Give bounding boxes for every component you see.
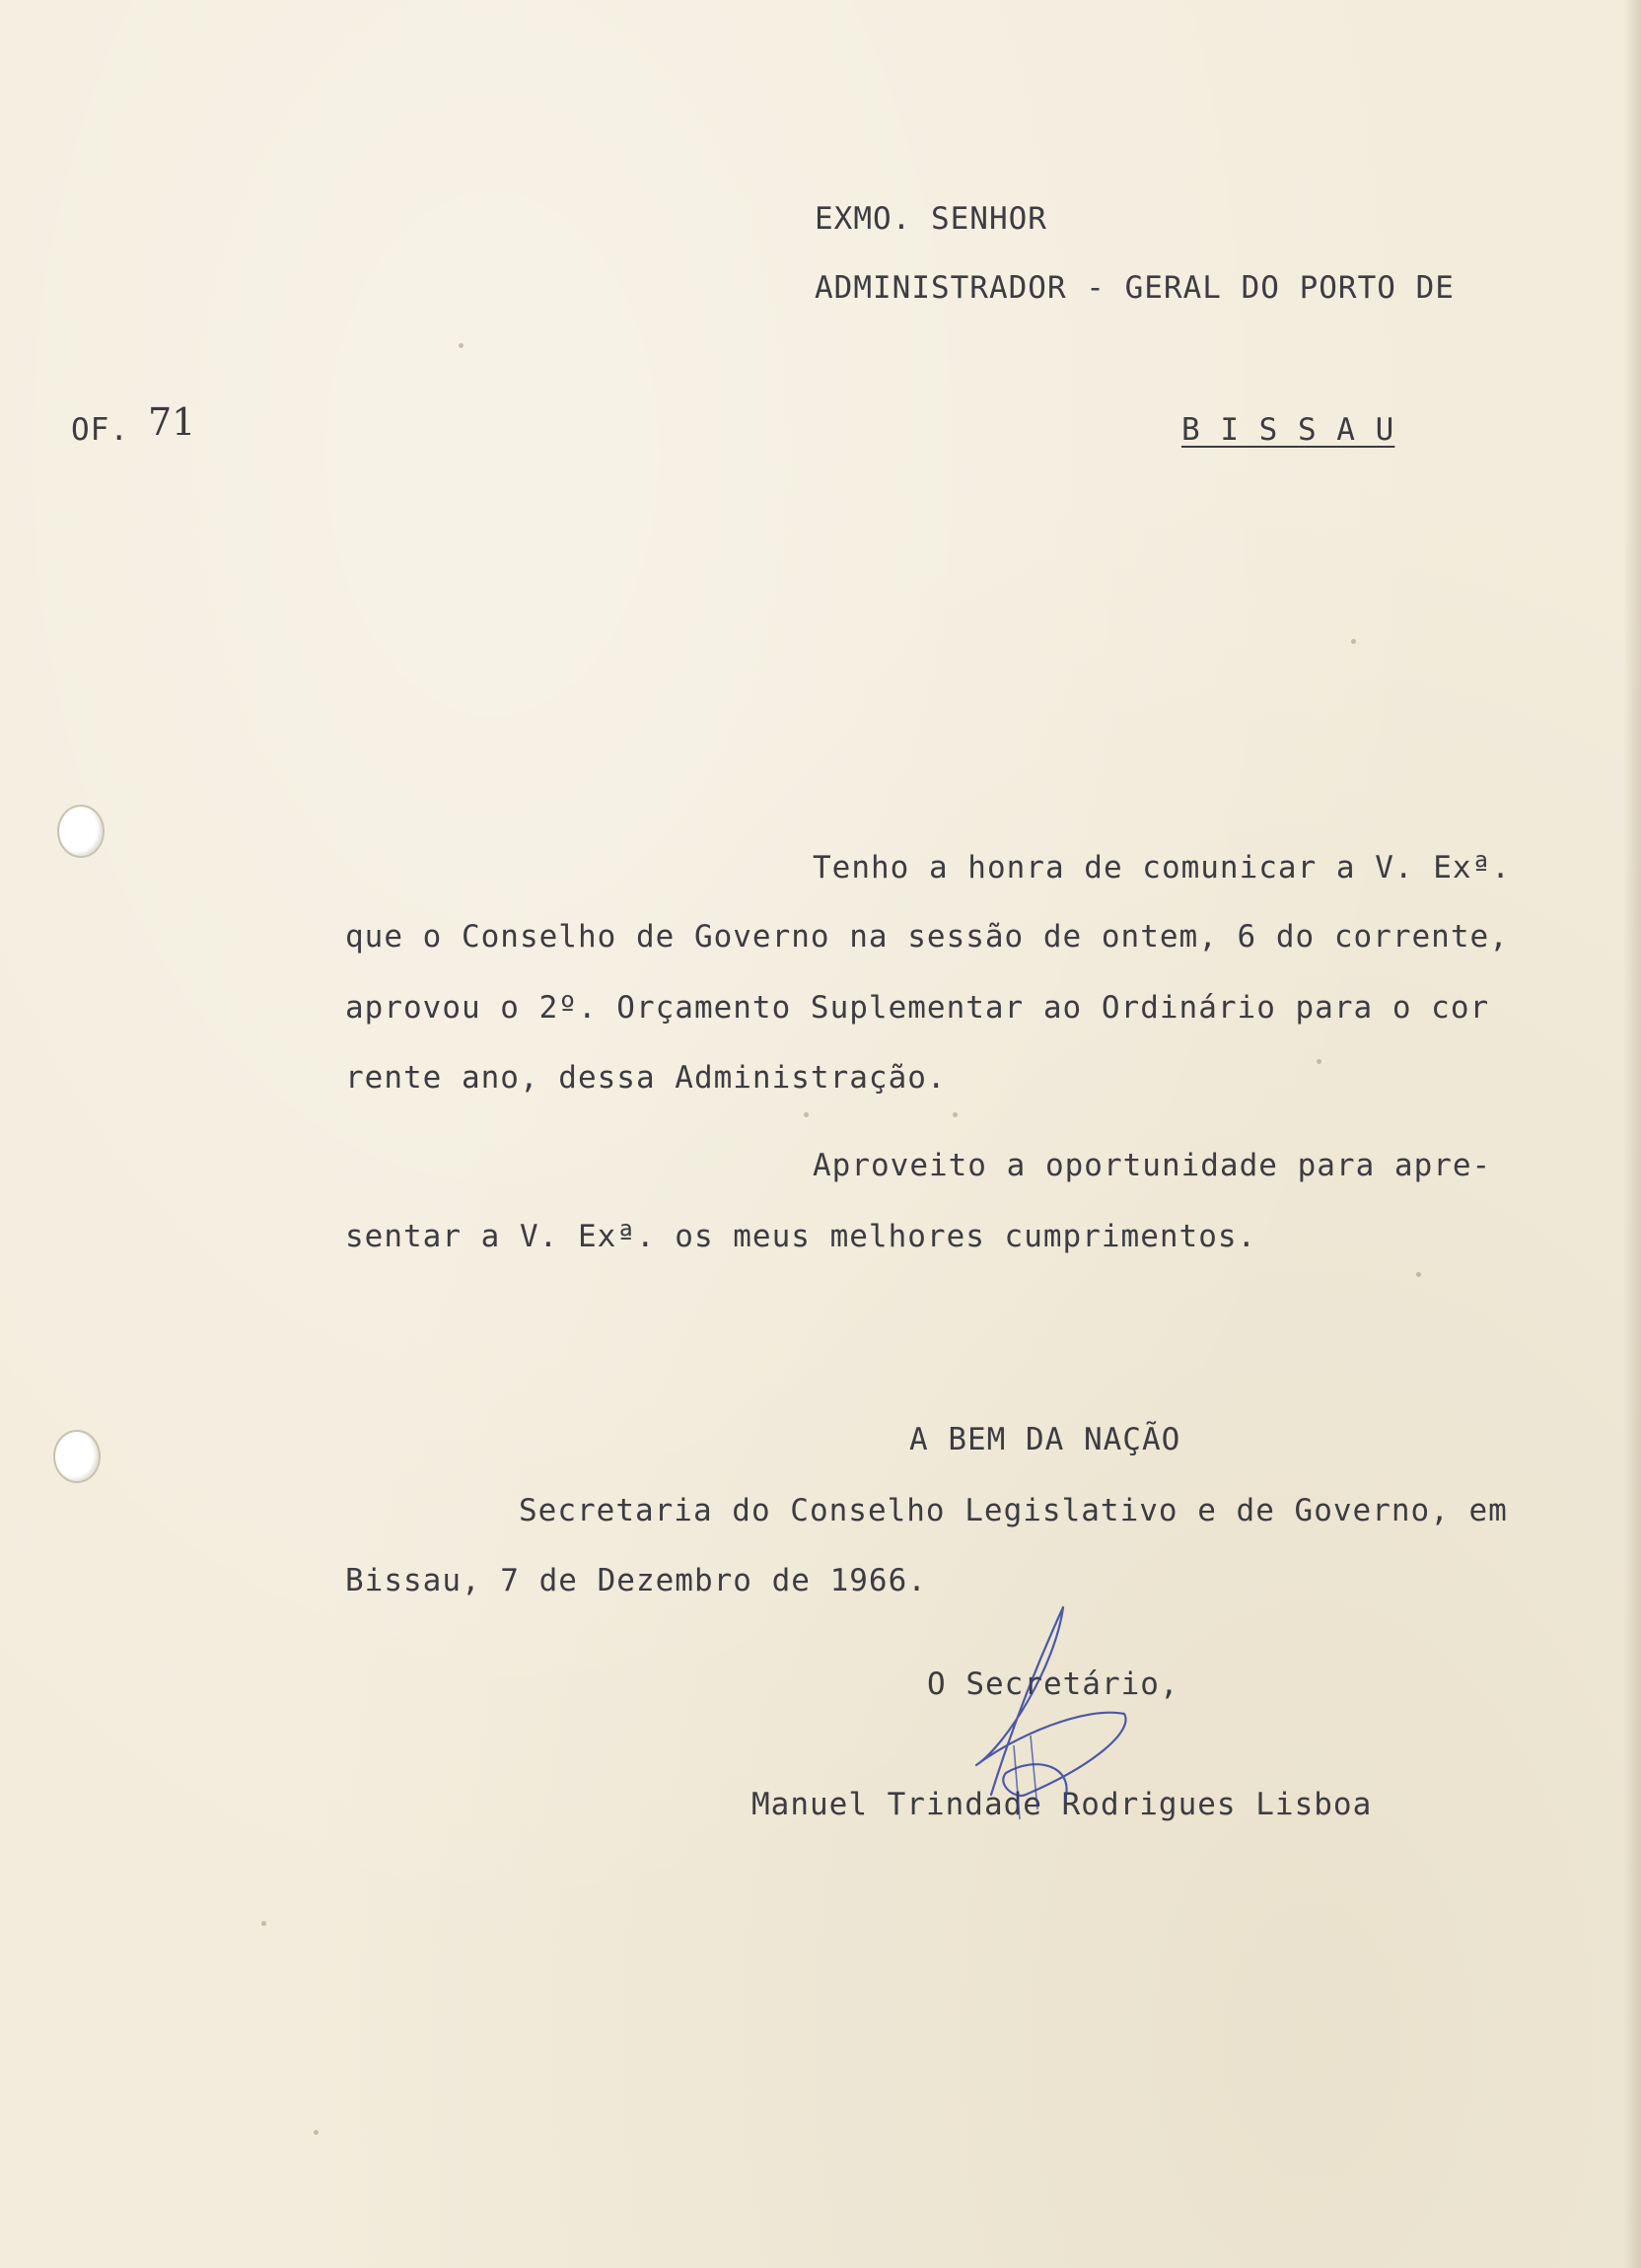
- place-date-line: Bissau, 7 de Dezembro de 1966.: [345, 1563, 927, 1598]
- addressee-line-1: EXMO. SENHOR: [815, 201, 1047, 237]
- body-line-3: aprovou o 2º. Orçamento Suplementar ao Ordinário para o cor: [345, 990, 1490, 1026]
- punch-hole-bottom: [55, 1432, 99, 1481]
- reference-number-handwritten: 71: [148, 400, 196, 444]
- closing-phrase: A BEM DA NAÇÃO: [909, 1422, 1181, 1457]
- body-line-4: rente ano, dessa Administração.: [345, 1060, 947, 1096]
- signer-name: Manuel Trindade Rodrigues Lisboa: [751, 1787, 1373, 1822]
- signature-scribble: [947, 1597, 1183, 1824]
- body-line-1: Tenho a honra de comunicar a V. Exª.: [813, 850, 1511, 886]
- paper-speck: [804, 1112, 809, 1117]
- body-line-5: Aproveito a oportunidade para apre-: [813, 1148, 1492, 1183]
- paper-edge-shadow: [1623, 0, 1641, 2268]
- punch-hole-top: [59, 807, 103, 856]
- paper-speck: [1351, 639, 1356, 644]
- paper-speck: [314, 2130, 319, 2135]
- body-line-2: que o Conselho de Governo na sessão de ontem, 6 do corrente,: [345, 919, 1509, 955]
- city-heading: B I S S A U: [1181, 412, 1395, 448]
- paper-speck: [261, 1921, 266, 1926]
- paper-speck: [953, 1112, 958, 1117]
- addressee-line-2: ADMINISTRADOR - GERAL DO PORTO DE: [815, 270, 1455, 306]
- paper-speck: [1416, 1272, 1421, 1277]
- signer-title: O Secretário,: [927, 1666, 1179, 1702]
- paper-speck: [459, 343, 464, 348]
- paper-speck: [1317, 1059, 1321, 1064]
- body-line-6: sentar a V. Exª. os meus melhores cumprimentos.: [345, 1219, 1257, 1254]
- reference-label: OF.: [71, 412, 129, 448]
- place-line-1: Secretaria do Conselho Legislativo e de Governo, em: [519, 1493, 1508, 1528]
